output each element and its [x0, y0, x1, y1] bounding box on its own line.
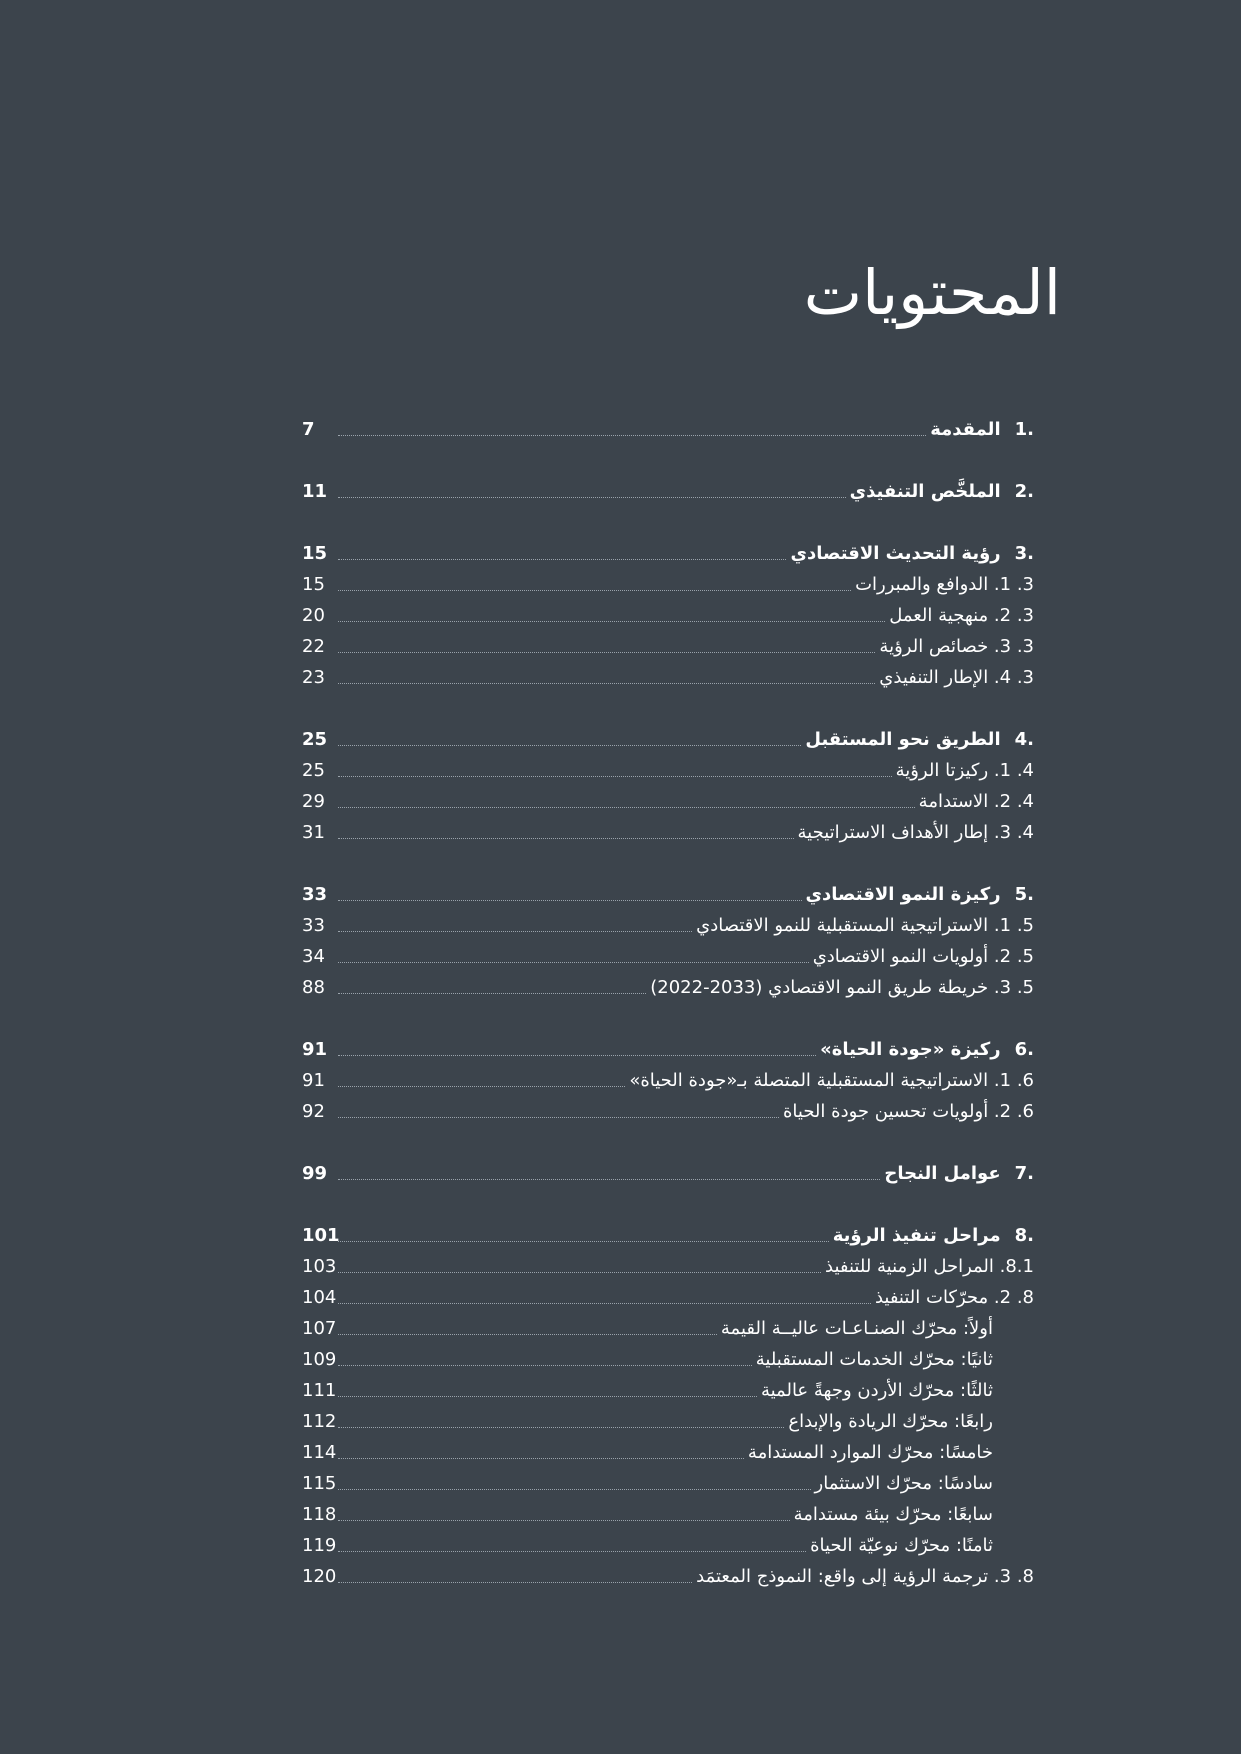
toc-page-number: 109 [302, 1349, 337, 1370]
toc-page-number: 120 [302, 1566, 337, 1587]
toc-entry-label: 5. 1. الاستراتيجية المستقبلية للنمو الاقتصادي [696, 915, 1034, 936]
toc-page-number: 23 [302, 667, 325, 688]
dot-leader [338, 931, 692, 932]
dot-leader [338, 652, 875, 653]
toc-page-number: 7 [302, 419, 315, 440]
toc-row[interactable] [302, 724, 1034, 755]
toc-row[interactable] [302, 941, 1034, 972]
table-of-contents [302, 414, 1034, 1592]
toc-entry [833, 1225, 1034, 1246]
dot-leader [338, 1117, 779, 1118]
toc-entry-label: 6. 2. أولويات تحسين جودة الحياة [782, 1101, 1034, 1122]
toc-entry-label: 3. 4. الإطار التنفيذي [879, 667, 1034, 688]
toc-entry-label: سادسًا: محرّك الاستثمار [814, 1473, 993, 1494]
toc-entry [790, 543, 1034, 564]
toc-entry-number: 6. [1014, 1039, 1034, 1060]
toc-entry [805, 729, 1034, 750]
dot-leader [338, 776, 892, 777]
toc-row[interactable] [302, 414, 1034, 445]
toc-entry-label: 3. 1. الدوافع والمبررات [855, 574, 1034, 595]
dot-leader [338, 1427, 784, 1428]
toc-entry-label: ثانيًا: محرّك الخدمات المستقبلية [755, 1349, 993, 1370]
toc-page-number: 111 [302, 1380, 337, 1401]
toc-entry-label: ركيزة النمو الاقتصادي [805, 884, 1001, 905]
toc-entry-number: 4. [1014, 729, 1034, 750]
toc-entry-label: رؤية التحديث الاقتصادي [790, 543, 1001, 564]
dot-leader [338, 497, 846, 498]
toc-page-number: 88 [302, 977, 325, 998]
toc-row[interactable] [302, 879, 1034, 910]
toc-page-number: 22 [302, 636, 325, 657]
dot-leader [338, 1520, 790, 1521]
toc-page-number: 34 [302, 946, 325, 967]
toc-entry-label: خامسًا: محرّك الموارد المستدامة [747, 1442, 993, 1463]
toc-entry-label: مراحل تنفيذ الرؤية [832, 1225, 1001, 1246]
toc-entry-number: 1. [1014, 419, 1034, 440]
dot-leader [338, 1086, 625, 1087]
toc-entry [930, 419, 1034, 440]
toc-entry-label: 4. 1. ركيزتا الرؤية [895, 760, 1034, 781]
dot-leader [338, 745, 801, 746]
toc-page-number: 92 [302, 1101, 325, 1122]
toc-row[interactable] [302, 755, 1034, 786]
toc-page-number: 25 [302, 760, 325, 781]
dot-leader [338, 1272, 821, 1273]
toc-row[interactable] [302, 1251, 1034, 1282]
toc-page-number: 101 [302, 1225, 340, 1246]
toc-row[interactable] [302, 1220, 1034, 1251]
toc-page-number: 15 [302, 574, 325, 595]
toc-entry-label: 8.1. المراحل الزمنية للتنفيذ [825, 1256, 1034, 1277]
dot-leader [338, 1179, 880, 1180]
toc-page-number: 11 [302, 481, 328, 502]
toc-page-number: 15 [302, 543, 328, 564]
toc-entry [806, 884, 1034, 905]
toc-page-number: 115 [302, 1473, 337, 1494]
toc-page-number: 20 [302, 605, 325, 626]
toc-row[interactable] [302, 1158, 1034, 1189]
dot-leader [338, 1055, 816, 1056]
toc-entry-number: 3. [1014, 543, 1034, 564]
toc-page-number: 103 [302, 1256, 337, 1277]
toc-row[interactable] [302, 1034, 1034, 1065]
toc-row[interactable] [302, 1499, 1034, 1530]
toc-entry-number: 2. [1014, 481, 1034, 502]
toc-entry-label: 4. 2. الاستدامة [918, 791, 1034, 812]
toc-entry-label: ركيزة «جودة الحياة» [820, 1039, 1001, 1060]
dot-leader [338, 1303, 871, 1304]
toc-page-number: 119 [302, 1535, 337, 1556]
dot-leader [338, 683, 875, 684]
toc-entry-label: 3. 3. خصائص الرؤية [879, 636, 1034, 657]
toc-row[interactable] [302, 910, 1034, 941]
toc-entry-label: أولاً: محرّك الصنـاعـات عاليــة القيمة [720, 1318, 993, 1339]
dot-leader [338, 435, 926, 436]
toc-row[interactable] [302, 1530, 1034, 1561]
toc-page-number: 25 [302, 729, 328, 750]
dot-leader [338, 621, 885, 622]
toc-entry-label: الملخَّص التنفيذي [849, 481, 1001, 502]
toc-entry-label: 5. 2. أولويات النمو الاقتصادي [812, 946, 1034, 967]
toc-page-number: 33 [302, 884, 328, 905]
toc-row[interactable] [302, 1313, 1034, 1344]
toc-row[interactable] [302, 817, 1034, 848]
toc-entry-number: 5. [1014, 884, 1034, 905]
toc-page-number: 91 [302, 1070, 325, 1091]
toc-entry-label: سابعًا: محرّك بيئة مستدامة [793, 1504, 993, 1525]
toc-row[interactable] [302, 569, 1034, 600]
toc-entry-number: 7. [1014, 1163, 1034, 1184]
toc-entry-label: 5. 3. خريطة طريق النمو الاقتصادي (2033-2022) [650, 977, 1034, 998]
dot-leader [338, 1582, 692, 1583]
dot-leader [338, 559, 786, 560]
toc-page-number: 91 [302, 1039, 328, 1060]
toc-row[interactable] [302, 1437, 1034, 1468]
toc-entry-label: 3. 2. منهجية العمل [889, 605, 1034, 626]
toc-entry-number: 8. [1014, 1225, 1034, 1246]
toc-row[interactable] [302, 538, 1034, 569]
toc-row[interactable] [302, 1468, 1034, 1499]
toc-row[interactable] [302, 1344, 1034, 1375]
dot-leader [338, 807, 915, 808]
dot-leader [338, 1489, 811, 1490]
toc-entry-label: 4. 3. إطار الأهداف الاستراتيجية [797, 822, 1034, 843]
toc-entry-label: المقدمة [930, 419, 1001, 440]
dot-leader [338, 1551, 806, 1552]
toc-page-number: 33 [302, 915, 325, 936]
dot-leader [338, 993, 646, 994]
dot-leader [338, 1241, 829, 1242]
toc-row[interactable] [302, 476, 1034, 507]
toc-page-number: 99 [302, 1163, 328, 1184]
toc-page-number: 29 [302, 791, 325, 812]
toc-row[interactable] [302, 1375, 1034, 1406]
dot-leader [338, 590, 851, 591]
toc-entry-label: ثالثًا: محرّك الأردن وجهةً عالمية [760, 1380, 993, 1401]
toc-entry [820, 1039, 1034, 1060]
toc-row[interactable] [302, 1406, 1034, 1437]
toc-page-number: 104 [302, 1287, 337, 1308]
toc-page-number: 112 [302, 1411, 337, 1432]
toc-entry-label: الطريق نحو المستقبل [805, 729, 1001, 750]
toc-page-number: 107 [302, 1318, 337, 1339]
toc-row[interactable] [302, 1561, 1034, 1592]
dot-leader [338, 1396, 757, 1397]
toc-entry [850, 481, 1034, 502]
toc-page-number: 31 [302, 822, 325, 843]
toc-row[interactable] [302, 600, 1034, 631]
toc-entry-label: رابعًا: محرّك الريادة والإبداع [788, 1411, 993, 1432]
toc-entry-label: 8. 3. ترجمة الرؤية إلى واقع: النموذج المعتمَد [696, 1566, 1034, 1587]
toc-page-number: 118 [302, 1504, 337, 1525]
toc-row[interactable] [302, 631, 1034, 662]
toc-entry-label: عوامل النجاح [884, 1163, 1001, 1184]
toc-row[interactable] [302, 1096, 1034, 1127]
dot-leader [338, 1458, 744, 1459]
toc-row[interactable] [302, 786, 1034, 817]
toc-page-number: 114 [302, 1442, 337, 1463]
toc-entry [884, 1163, 1034, 1184]
toc-row[interactable] [302, 662, 1034, 693]
dot-leader [338, 962, 809, 963]
toc-row[interactable] [302, 1282, 1034, 1313]
toc-entry-label: 6. 1. الاستراتيجية المستقبلية المتصلة بـ«جودة الحياة» [629, 1070, 1034, 1091]
toc-row[interactable] [302, 1065, 1034, 1096]
dot-leader [338, 1365, 752, 1366]
toc-entry-label: 8. 2. محرّكات التنفيذ [874, 1287, 1034, 1308]
toc-row[interactable] [302, 972, 1034, 1003]
dot-leader [338, 1334, 717, 1335]
toc-entry-label: ثامنًا: محرّك نوعيّة الحياة [810, 1535, 993, 1556]
dot-leader [338, 900, 802, 901]
dot-leader [338, 838, 794, 839]
page-title: المحتويات [803, 256, 1061, 329]
